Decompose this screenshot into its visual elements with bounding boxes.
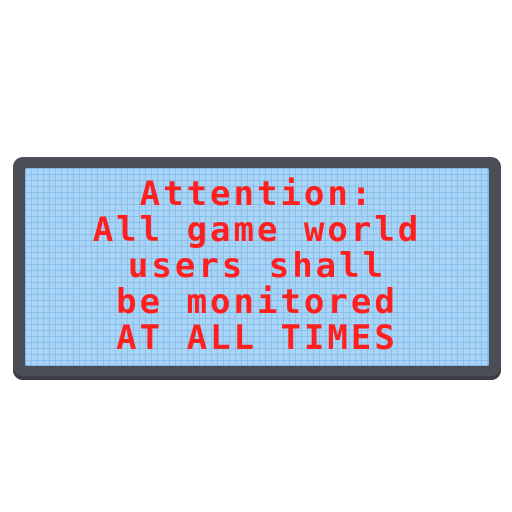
notice-message	[25, 176, 489, 356]
notice-line-4: be monitored	[116, 282, 398, 322]
notice-line-5: AT ALL TIMES	[116, 318, 398, 358]
notice-line-3: users shall	[127, 246, 387, 286]
notice-line-2: All game world	[92, 210, 422, 250]
notice-sign-frame	[13, 157, 501, 380]
notice-line-1: Attention:	[139, 174, 375, 214]
notice-sign-screen	[25, 168, 489, 366]
